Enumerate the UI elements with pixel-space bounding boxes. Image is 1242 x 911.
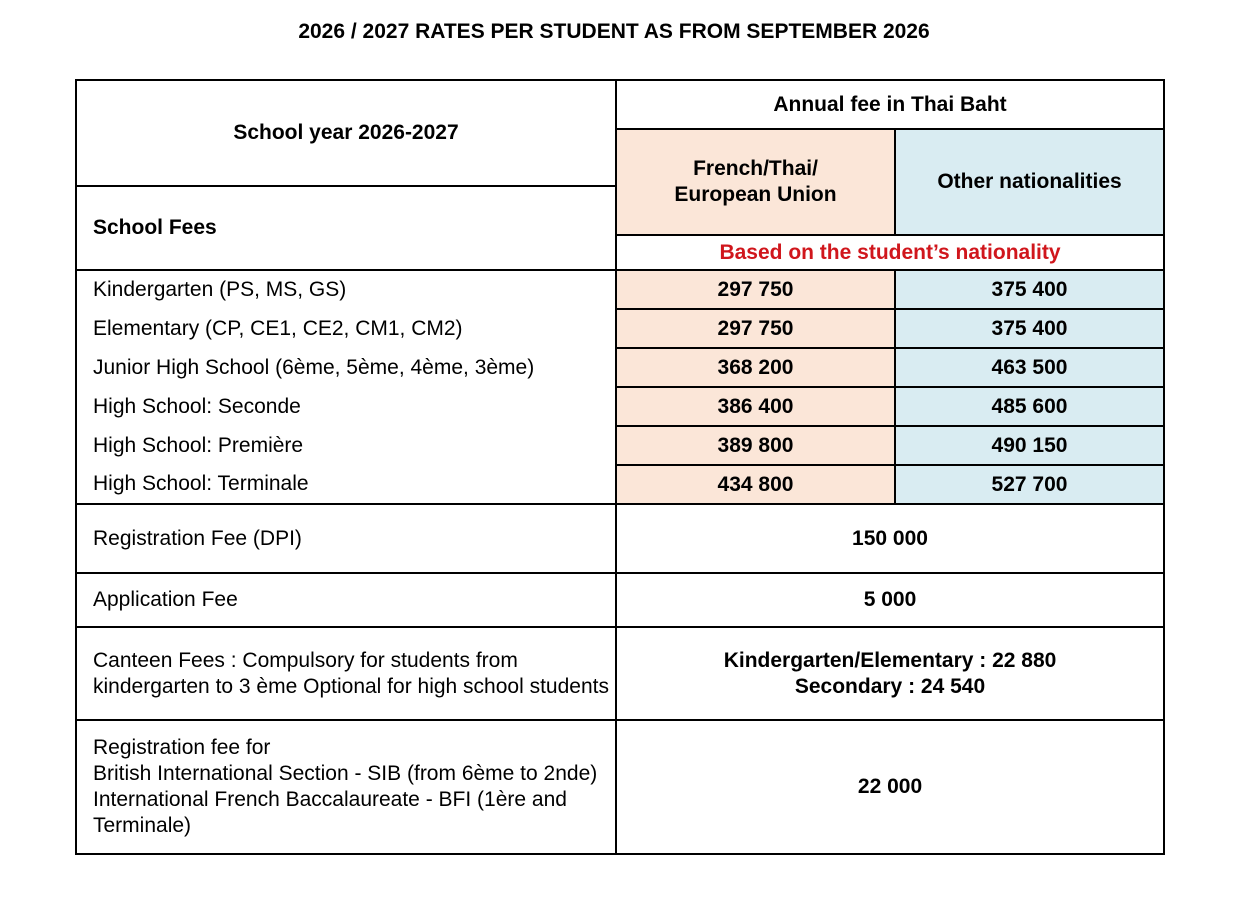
level-label: High School: Première	[76, 426, 616, 465]
application-fee-value: 5 000	[616, 573, 1164, 627]
section-fee-label	[76, 720, 616, 854]
level-label: Elementary (CP, CE1, CE2, CM1, CM2)	[76, 309, 616, 348]
level-label: High School: Seconde	[76, 387, 616, 426]
other-fee: 490 150	[895, 426, 1164, 465]
french-column-header: French/Thai/ European Union	[616, 129, 895, 235]
table-row	[76, 465, 1164, 504]
school-fees-label: School Fees	[76, 186, 616, 270]
canteen-fee-label: Canteen Fees : Compulsory for students from kindergarten to 3 ème Optional for high school students	[76, 627, 616, 720]
french-fee: 386 400	[616, 387, 895, 426]
fees-table	[75, 79, 1165, 855]
table-row	[76, 426, 1164, 465]
canteen-kindergarten-value: Kindergarten/Elementary : 22 880	[723, 648, 1057, 672]
table-row	[76, 504, 1164, 573]
french-fee: 368 200	[616, 348, 895, 387]
canteen-fee-value	[616, 627, 1164, 720]
table-row	[76, 573, 1164, 627]
section-fee-value: 22 000	[616, 720, 1164, 854]
french-fee: 434 800	[616, 465, 895, 504]
table-row	[76, 387, 1164, 426]
other-fee: 375 400	[895, 270, 1164, 309]
section-fee-line: Registration fee for	[93, 736, 271, 759]
other-column-header: Other nationalities	[895, 129, 1164, 235]
level-label: Kindergarten (PS, MS, GS)	[76, 270, 616, 309]
annual-fee-header: Annual fee in Thai Baht	[616, 80, 1164, 129]
application-fee-label: Application Fee	[76, 573, 616, 627]
french-fee: 389 800	[616, 426, 895, 465]
table-row	[76, 627, 1164, 720]
level-label: High School: Terminale	[76, 465, 616, 504]
other-fee: 375 400	[895, 309, 1164, 348]
registration-fee-value: 150 000	[616, 504, 1164, 573]
other-fee: 485 600	[895, 387, 1164, 426]
table-row	[76, 309, 1164, 348]
table-row	[76, 270, 1164, 309]
section-fee-line: International French Baccalaureate - BFI (1ère and Terminale)	[93, 788, 567, 837]
registration-fee-label: Registration Fee (DPI)	[76, 504, 616, 573]
school-year-header: School year 2026-2027	[76, 80, 616, 186]
french-fee: 297 750	[616, 309, 895, 348]
other-fee: 463 500	[895, 348, 1164, 387]
level-label: Junior High School (6ème, 5ème, 4ème, 3ème)	[76, 348, 616, 387]
table-row	[76, 348, 1164, 387]
french-fee: 297 750	[616, 270, 895, 309]
canteen-secondary-value: Secondary : 24 540	[794, 674, 986, 698]
section-fee-line: British International Section - SIB (from 6ème to 2nde)	[93, 762, 598, 785]
other-fee: 527 700	[895, 465, 1164, 504]
table-row	[76, 720, 1164, 854]
page-title: 2026 / 2027 RATES PER STUDENT AS FROM SEPTEMBER 2026	[298, 20, 930, 43]
nationality-note: Based on the student’s nationality	[616, 235, 1164, 270]
